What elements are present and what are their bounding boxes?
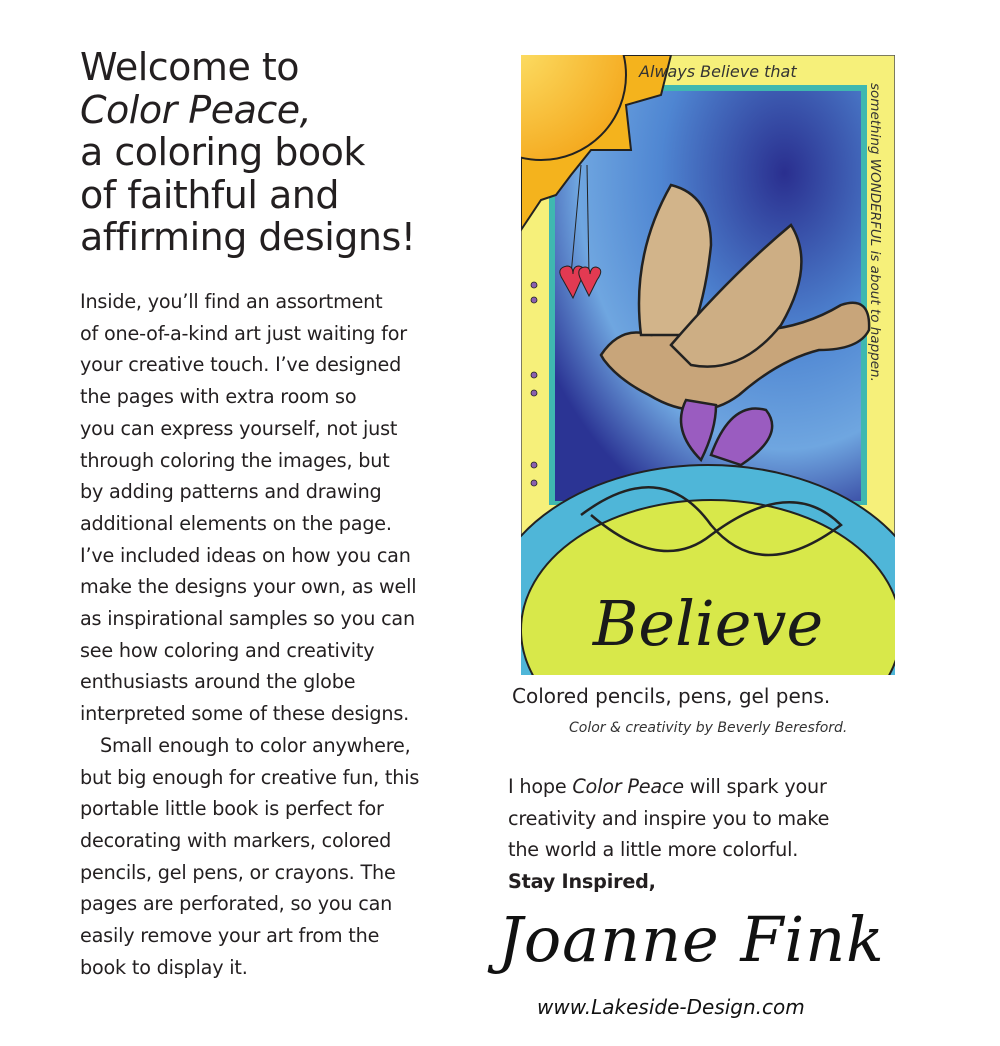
artwork-border-text-top: Always Believe that bbox=[639, 62, 797, 81]
closing-line: the world a little more colorful. bbox=[508, 838, 799, 862]
body-line: Small enough to color anywhere, bbox=[100, 733, 411, 757]
heading-book-title: Color Peace, bbox=[80, 87, 312, 132]
artwork-border-text-side: something WONDERFUL is about to happen. bbox=[867, 83, 883, 382]
intro-text bbox=[80, 286, 419, 983]
body-line: through coloring the images, but bbox=[80, 448, 390, 472]
artwork-caption: Colored pencils, pens, gel pens. bbox=[512, 684, 831, 708]
body-line: pages are perforated, so you can bbox=[80, 892, 393, 916]
signoff: Stay Inspired, bbox=[508, 870, 656, 894]
body-line: book to display it. bbox=[80, 955, 248, 979]
body-line: additional elements on the page. bbox=[80, 511, 392, 535]
closing-line: creativity and inspire you to make bbox=[508, 806, 830, 830]
body-line: portable little book is perfect for bbox=[80, 797, 384, 821]
body-line: of one-of-a-kind art just waiting for bbox=[80, 321, 407, 345]
page-heading bbox=[80, 46, 416, 259]
body-line: make the designs your own, as well bbox=[80, 575, 417, 599]
body-line: Inside, you’ll find an assortment bbox=[80, 290, 383, 313]
body-line: by adding patterns and drawing bbox=[80, 480, 382, 504]
closing-text-part: I hope bbox=[508, 775, 573, 798]
closing-text bbox=[508, 771, 829, 898]
book-title: Color Peace bbox=[572, 775, 684, 798]
believe-artwork bbox=[521, 55, 895, 675]
heading-line: of faithful and bbox=[80, 172, 340, 217]
heading-line: affirming designs! bbox=[80, 215, 416, 259]
author-signature: Joanne Fink bbox=[498, 903, 885, 976]
body-line: the pages with extra room so bbox=[80, 385, 357, 409]
body-line: your creative touch. I’ve designed bbox=[80, 353, 402, 377]
body-line: easily remove your art from the bbox=[80, 924, 380, 948]
artwork-word: Believe bbox=[592, 587, 824, 660]
body-line: see how coloring and creativity bbox=[80, 638, 375, 662]
body-line: decorating with markers, colored bbox=[80, 828, 392, 852]
body-line: as inspirational samples so you can bbox=[80, 607, 415, 631]
body-line: pencils, gel pens, or crayons. The bbox=[80, 860, 396, 884]
body-line: I’ve included ideas on how you can bbox=[80, 543, 411, 567]
heading-line: a coloring book bbox=[80, 130, 365, 174]
closing-line bbox=[508, 771, 829, 803]
body-line: you can express yourself, not just bbox=[80, 416, 398, 440]
artwork-credit: Color & creativity by Beverly Beresford. bbox=[569, 720, 848, 736]
heading-line: Welcome to bbox=[80, 45, 300, 89]
body-line: but big enough for creative fun, this bbox=[80, 765, 420, 789]
body-line: enthusiasts around the globe bbox=[80, 670, 356, 694]
closing-text-part: will spark your bbox=[683, 775, 827, 798]
body-line: interpreted some of these designs. bbox=[80, 702, 410, 726]
website-link[interactable]: www.Lakeside-Design.com bbox=[537, 995, 805, 1019]
